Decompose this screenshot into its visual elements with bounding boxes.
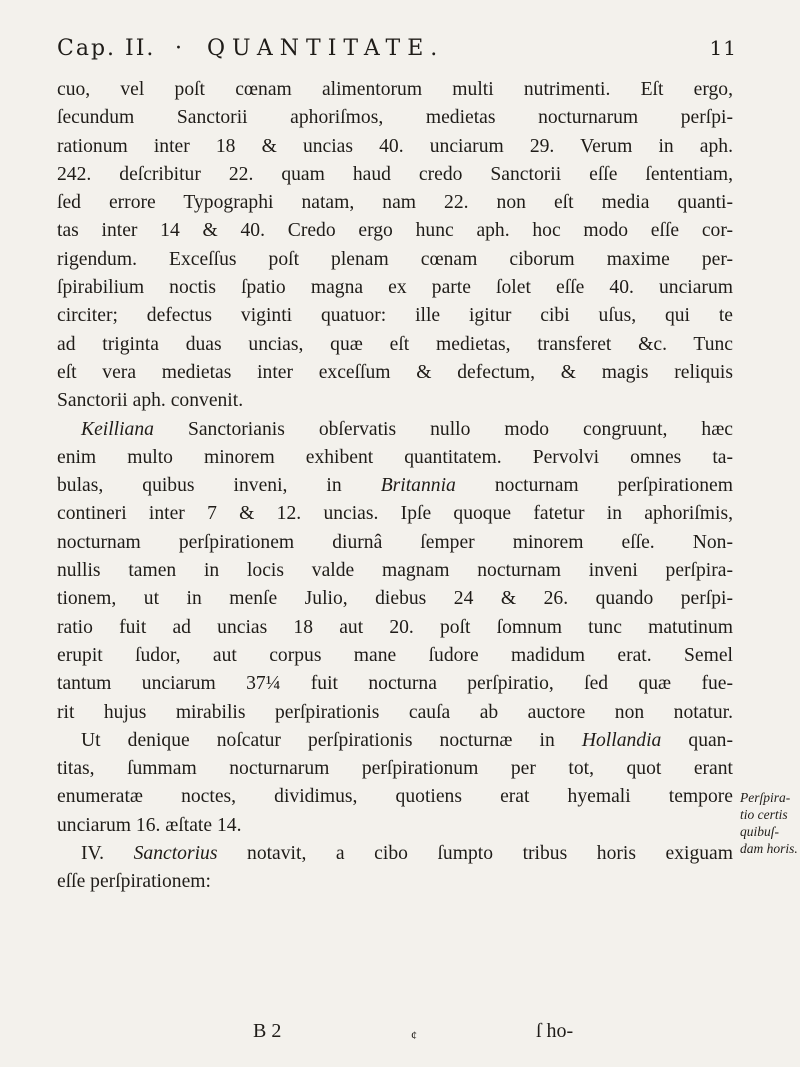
chapter-label: Cap. II. <box>57 36 156 61</box>
header-title: QUANTITATE. <box>207 36 445 61</box>
margin-note <box>740 789 800 857</box>
text-line: tas inter 14 & 40. Credo ergo hunc aph. hoc modo eſſe cor- <box>57 220 733 242</box>
margin-note-line: tio certis <box>740 807 788 822</box>
text-line: nocturnam perſpirationem diurnâ ſemper minorem eſſe. Non- <box>57 531 733 553</box>
text-line: titas, ſummam nocturnarum perſpirationum per tot, quot erant <box>57 758 733 780</box>
catchword: ſ ho- <box>536 1020 574 1042</box>
margin-note-line: dam horis. <box>740 841 798 856</box>
text-line: ad triginta duas uncias, quæ eſt medietas, transferet &c. Tunc <box>57 333 733 355</box>
margin-note-line: Perſpira- <box>740 790 791 805</box>
text-line: rit hujus mirabilis perſpirationis cauſa ab auctore non notatur. <box>57 701 733 723</box>
text-line: erupit ſudor, aut corpus mane ſudore madidum erat. Semel <box>57 644 733 666</box>
text-line: unciarum 16. æſtate 14. <box>57 814 242 836</box>
text-line: bulas, quibus inveni, in Britannia nocturnam perſpirationem <box>57 475 733 497</box>
text-line: cuo, vel poſt cœnam alimentorum multi nutrimenti. Eſt ergo, <box>57 79 733 100</box>
text-line: ratio fuit ad uncias 18 aut 20. poſt ſomnum tunc matutinum <box>57 616 733 638</box>
text-line: ſed errore Typographi natam, nam 22. non eſt media quanti- <box>57 192 733 214</box>
text-line: enumeratæ noctes, dividimus, quotiens erat hyemali tempore <box>57 786 733 808</box>
signature-mark: B 2 <box>253 1020 282 1042</box>
margin-note-line: quibuſ- <box>740 824 779 839</box>
text-line: rigendum. Exceſſus poſt plenam cœnam ciborum maxime per- <box>57 248 733 270</box>
text-line: contineri inter 7 & 12. uncias. Ipſe quoque fatetur in aphoriſmis, <box>57 503 733 525</box>
text-line: circiter; defectus viginti quatuor: ille igitur cibi uſus, qui te <box>57 305 733 327</box>
text-line: tionem, ut in menſe Julio, diebus 24 & 26. quando perſpi- <box>57 588 733 610</box>
printer-mark: ¢ <box>411 1028 417 1042</box>
text-line: eſſe perſpirationem: <box>57 871 211 893</box>
text-line: 242. deſcribitur 22. quam haud credo Sanctorii eſſe ſententiam, <box>57 163 733 185</box>
text-line: eſt vera medietas inter exceſſum & defectum, & magis reliquis <box>57 361 733 383</box>
text-line: rationum inter 18 & uncias 40. unciarum 29. Verum in aph. <box>57 135 733 157</box>
text-line: tantum unciarum 37¼ fuit nocturna perſpiratio, ſed quæ fue- <box>57 673 733 695</box>
text-line: Ut denique noſcatur perſpirationis nocturnæ in Hollandia quan- <box>81 729 734 751</box>
text-line: Sanctorii aph. convenit. <box>57 390 244 412</box>
header-separator: · <box>175 36 183 61</box>
text-line: nullis tamen in locis valde magnam nocturnam inveni perſpira- <box>57 560 733 582</box>
running-header <box>57 36 737 68</box>
text-line: ſecundum Sanctorii aphoriſmos, medietas nocturnarum perſpi- <box>57 107 733 129</box>
text-line: ſpirabilium noctis ſpatio magna ex parte ſolet eſſe 40. unciarum <box>57 277 733 299</box>
text-line: Keilliana Sanctorianis obſervatis nullo modo congruunt, hæc <box>81 418 733 440</box>
text-line: enim multo minorem exhibent quantitatem. Pervolvi omnes ta- <box>57 446 733 468</box>
page-number: 11 <box>709 36 737 60</box>
body-text <box>57 76 733 897</box>
text-line: IV. Sanctorius notavit, a cibo ſumpto tribus horis exiguam <box>81 843 733 865</box>
